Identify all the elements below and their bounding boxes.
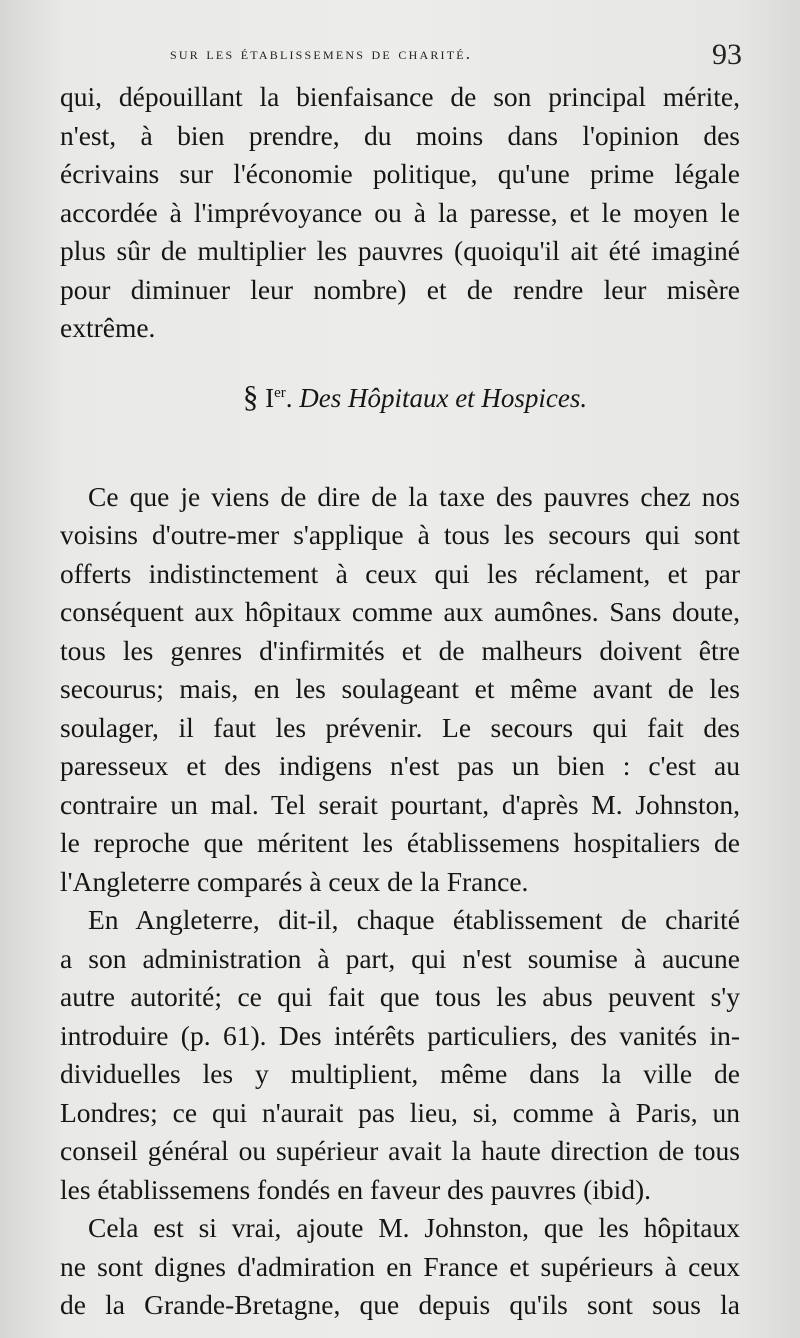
text-line: écrivains sur l'économie politique, qu'une prime légale <box>60 158 740 189</box>
text-line: n'est, à bien prendre, du moins dans l'opinion des <box>60 119 740 151</box>
text-line: a son administration à part, qui n'est soumise à aucune <box>60 942 740 974</box>
text-line: introduire (p. 61). Des intérêts particuliers, des vanités in- <box>60 1019 740 1051</box>
spacer <box>60 438 740 478</box>
text-line: voisins d'outre-mer s'applique à tous les secours qui sont <box>60 519 740 550</box>
paragraph-1 <box>60 78 740 348</box>
text-line: qui, dépouillant la bienfaisance de son principal mérite, <box>60 81 740 112</box>
text-line: offerts indistinctement à ceux qui les réclament, et par <box>60 557 740 589</box>
text-line: secourus; mais, en les soulageant et même avant de les <box>60 673 740 704</box>
text-line: autre autorité; ce qui fait que tous les abus peuvent s'y <box>60 981 740 1012</box>
text-line: Cela est si vrai, ajoute M. Johnston, que les hôpitaux <box>88 1212 740 1243</box>
section-heading: § Ier. Des Hôpitaux et Hospices. <box>242 378 588 414</box>
text-line: les établissemens fondés en faveur des pauvres (ibid). <box>60 1173 652 1205</box>
text-line: l'Angleterre comparés à ceux de la France. <box>60 865 529 897</box>
text-line: conseil général ou supérieur avait la haute direction de tous <box>60 1135 740 1166</box>
section-number: I <box>265 382 275 413</box>
text-line: pour diminuer leur nombre) et de rendre leur misère <box>60 273 740 305</box>
section-title: Des Hôpitaux et Hospices. <box>299 382 588 413</box>
text-line: tous les genres d'infirmités et de malheurs doivent être <box>60 634 740 666</box>
page-number: 93 <box>712 38 742 71</box>
paragraph-3 <box>60 901 740 1209</box>
text-line: Londres; ce qui n'aurait pas lieu, si, comme à Paris, un <box>60 1096 740 1128</box>
paragraph-2 <box>60 478 740 902</box>
text-line: de la Grande-Bretagne, que depuis qu'ils sont sous la <box>60 1289 740 1320</box>
paragraph-4 <box>60 1209 740 1325</box>
text-line: plus sûr de multiplier les pauvres (quoiqu'il ait été imaginé <box>60 235 740 266</box>
text-line: paresseux et des indigens n'est pas un bien : c'est au <box>60 750 740 781</box>
text-line: En Angleterre, dit-il, chaque établissement de charité <box>88 904 740 935</box>
running-title: sur les établissemens de charité. <box>170 44 473 63</box>
text-line: conséquent aux hôpitaux comme aux aumônes. Sans doute, <box>60 596 740 627</box>
body-text <box>60 78 740 1325</box>
text-line: dividuelles les y multiplient, même dans la ville de <box>60 1058 740 1089</box>
text-line: le reproche que méritent les établissemens hospitaliers de <box>60 827 740 858</box>
text-line: extrême. <box>60 312 156 343</box>
text-line: accordée à l'imprévoyance ou à la paresse, et le moyen le <box>60 196 740 228</box>
text-line: Ce que je viens de dire de la taxe des pauvres chez nos <box>88 480 740 512</box>
page-header <box>60 36 742 76</box>
text-line: ne sont dignes d'admiration en France et supérieurs à ceux <box>60 1250 740 1282</box>
text-line: soulager, il faut les prévenir. Le secours qui fait des <box>60 711 740 743</box>
section-symbol: § <box>242 378 259 414</box>
section-number-suffix: er <box>274 384 286 401</box>
text-line: contraire un mal. Tel serait pourtant, d'après M. Johnston, <box>60 788 740 820</box>
